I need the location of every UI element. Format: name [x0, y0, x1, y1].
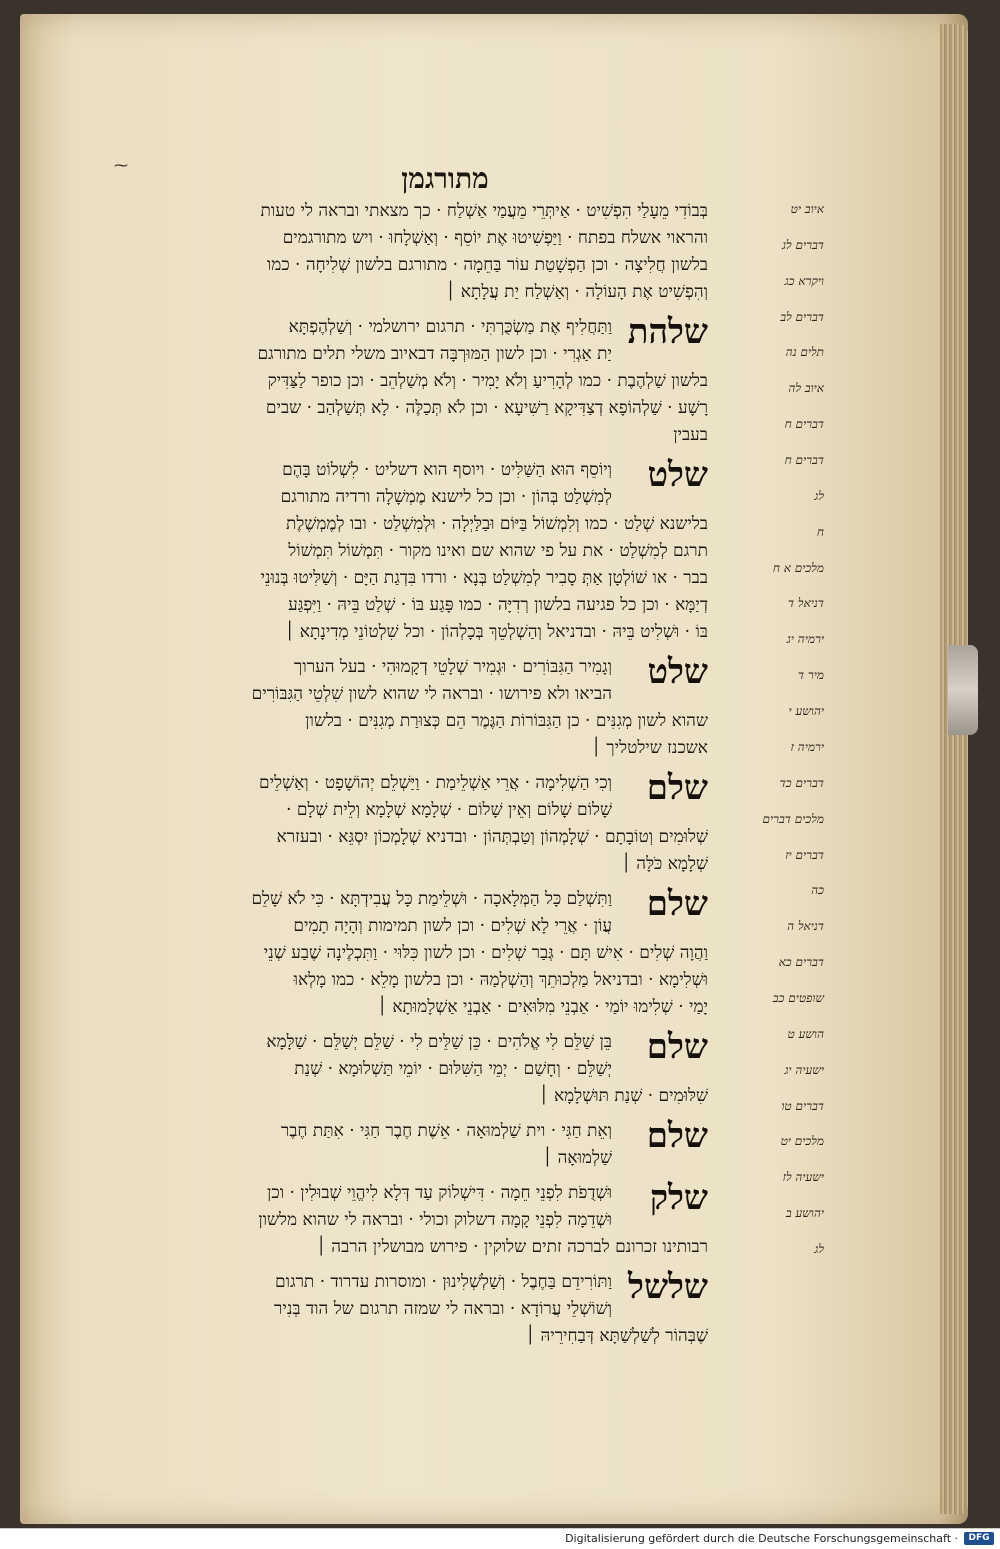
dictionary-entry — [106, 314, 708, 449]
entry-headword: שלק — [649, 1178, 708, 1218]
text-line: בעבין — [673, 425, 708, 445]
footer-bar — [0, 1528, 1000, 1549]
dictionary-entry — [106, 886, 708, 1021]
text-line: יְשַׁלֵּם · וְחָשַׁם · יְמֵי הַשִּׁלּוּם · יוֹמֵי תַּשְׁלוּמָא · שְׁנַת — [294, 1059, 612, 1079]
book-clasp — [948, 645, 978, 735]
text-line: בבר · או שׁוֹלְטָן אַתְּ סָבִיר לְמִשְׁלַט בְּנָא · ורדו בִּדְגַת הַיָּם · וְשַׁלִּיטוּ בְּנוּנֵי — [260, 568, 708, 588]
margin-reference: לג — [814, 1242, 824, 1256]
text-line: וּשְׁלִימָא · ובדניאל מַלְכוּתֵךְ וְהַשְׁלְמַהּ · וכן בלשון מָלֵא · כמו מָלְאוּ — [293, 970, 708, 990]
text-block — [106, 198, 708, 1358]
dictionary-entry — [106, 198, 708, 306]
margin-reference: מיר ד — [797, 668, 824, 682]
entry-headword: שלם — [646, 1116, 708, 1156]
text-line: וְאֵת חַגִּי · וית שַׁלְמוּאָה · אֵשֶׁת חֶבֶר חַגִּי · אִתַּת חֶבֶר — [280, 1121, 612, 1141]
margin-reference: דברים יז — [785, 848, 824, 862]
text-line: וְיוֹסֵף הוּא הַשַּׁלִּיט · ויוסף הוא דשליט · לִשְׁלוֹט בָּהֶם — [282, 460, 612, 480]
text-line: דְיַמָּא · וכן כל פגיעה בלשון רְדִיָּה · כמו פָּגַע בּוֹ · שְׁלַט בֵּיהּ · וַיִּפְגַּע — [288, 595, 708, 615]
margin-reference: ויקרא כג — [784, 274, 824, 288]
text-line: וַתַּחֲלִיף אֶת מַשְׂכֻּרְתִּי · תרגום ירושלמי · וְשַׁלְהֶפְתָּא — [288, 317, 612, 337]
text-line: יַת אַגְרִי · וכן לשון הַמּוּרְבָּה דבאיוב משלי תלים מתורגם — [257, 344, 612, 364]
dictionary-entry — [106, 1029, 708, 1110]
text-line: שָׁלוֹם שָׁלוֹם וְאֵין שָׁלוֹם · שְׁלָמָא שְׁלָמָא וְלֵית שְׁלָם · — [286, 800, 612, 820]
margin-reference: ח — [816, 525, 824, 539]
margin-reference: דברים לג — [782, 238, 824, 252]
text-line: שֶׁבְּהוֹר לְשַׁלְשַׁתָּא דְּבַחִירֵיהּ ׀ — [525, 1326, 708, 1346]
entry-headword: שלשל — [628, 1267, 708, 1307]
margin-reference: שופטים כב — [772, 991, 824, 1005]
text-line: וּשְׁדֵמָה לִפְנֵי קָמָה דשלוק וכולי · ובראה לי שהוא מלשון — [258, 1210, 612, 1230]
dictionary-entry — [106, 1118, 708, 1172]
margin-reference: דברים ח — [784, 453, 824, 467]
entry-headword: שלט — [647, 652, 708, 692]
page-edge — [940, 24, 968, 1514]
dictionary-entry — [106, 1180, 708, 1261]
ornament-mark: ⁓ — [114, 158, 128, 174]
entry-headword: שלם — [646, 884, 708, 924]
dictionary-entry — [106, 770, 708, 878]
text-line: אשכנז שילטליך ׀ — [591, 738, 708, 758]
text-line: שַׁלְמוּאָה ׀ — [542, 1148, 612, 1168]
text-line: בְּבוֹדִי מֵעָלַי הִפְשִׁיט · אַיתְּרֵי מֵעֲמַי אַשְׁלַח · כך מצאתי ובראה לי טעות — [260, 201, 708, 221]
text-line: רבותינו זכרונם לברכה זתים שלוקין · פירוש מבושלין הרבה ׀ — [316, 1237, 708, 1257]
text-line: שִׁלּוּמִים · שְׁנַת תּוּשְׁלָמָא ׀ — [539, 1086, 708, 1106]
dictionary-entry — [106, 1269, 708, 1350]
text-line: בלשון שַׁלְהֶבֶת · כמו לְהָרִיעַ וְלֹא יָמִיר · וְלֹא מְשַׁלְהֵב · וכן כופר לַצַּדִּיק — [267, 371, 708, 391]
margin-reference: ירמיה ז — [790, 740, 824, 754]
entry-headword: שלם — [646, 1027, 708, 1067]
text-line: לְמִשְׁלַט בְּהוֹן · וכן כל לישנא מֶמְשָׁלָה ורדיה מתורגם — [280, 487, 612, 507]
entry-headword: שלהת — [627, 312, 708, 352]
text-line: שְׁלוּמִים וְטוֹבָתָם · שְׁלָמְהוֹן וְטַבְתְּהוֹן · ובדניא שְׁלָמְכוֹן יִסְגֵּא · ובעזרא — [276, 827, 708, 847]
margin-reference: דניאל ד — [787, 596, 824, 610]
text-line: בלישנא שְׁלַט · כמו וְלִמְשׁוֹל בַּיּוֹם וּבַלַּיְלָה · וּלְמִשְׁלַט · ובו לְמֶמְשֶׁלֶת — [285, 514, 708, 534]
text-line: שְׁלָמָא כֹּלָּה ׀ — [621, 854, 708, 874]
text-line: יָמַי · שְׁלִימוּ יוֹמַי · אַבְנֵי מִלּוּאִים · אַבְנֵי אַשְׁלָמוּתָא ׀ — [377, 997, 708, 1017]
text-line: וַתִּשְׁלַם כָּל הַמְּלָאכָה · וּשְׁלֵימַת כָּל עֲבִידְתָּא · כִּי לֹא שָׁלֵם — [251, 889, 612, 909]
margin-reference: הושע ט — [787, 1027, 824, 1041]
text-line: בֵּן שַׁלֵּם לִי אֱלֹהִים · כֵּן שַׁלֵּים לִי · שַׁלֵּם יְשַׁלֵּם · שַׁלָּמָא — [266, 1032, 612, 1052]
margin-reference: לג — [814, 489, 824, 503]
text-line: והראוי אשלח בפתח · וַיַּפְשִׁיטוּ אֶת יוֹסֵף · וְאַשְׁלָחוּ · ויש מתורגמים — [282, 228, 708, 248]
entry-headword: שלט — [647, 455, 708, 495]
text-line: וְכִי הַשְׁלִימָה · אֲרֵי אַשְׁלֵימַת · וַיַּשְׁלֵם יְהוֹשָׁפָט · וְאַשְׁלֵים — [259, 773, 612, 793]
margin-reference: מלכים א ח — [772, 561, 824, 575]
margin-reference: ישעיה לז — [782, 1170, 824, 1184]
margin-reference: דברים טו — [781, 1099, 824, 1113]
text-line: וְשׁוֹשְׁלֵי עֲרוֹדָא · ובראה לי שמזה תרגום של הוד בְּנִיר — [274, 1299, 612, 1319]
margin-reference: איוב לה — [788, 381, 824, 395]
text-line: בּוֹ · וּשְׁלִיט בֵּיהּ · ובדניאל וְהַשְׁלְטֵךְ בְּכָלְהוֹן · וכל שִׁלְטוֹנֵי מְדִינָתָא ׀ — [284, 622, 708, 642]
margin-reference: תלים נה — [785, 345, 824, 359]
margin-reference: מלכים יט — [780, 1134, 824, 1148]
margin-reference: מלכים דברים — [762, 812, 824, 826]
text-line: רָשָׁע · שַׁלְהוֹפָא דְצַדִּיקָא רַשִּׁיעָא · וכן לֹא תְּכַלֶּה · לָא תְּשַׁלְהַב · שבים — [265, 398, 708, 418]
margin-reference: איוב יט — [790, 202, 824, 216]
margin-reference: ישעיה יג — [784, 1063, 824, 1077]
dictionary-entry — [106, 654, 708, 762]
margin-reference: יהושע י — [788, 704, 824, 718]
text-line: וַתּוֹרִידֵם בַּחֶבֶל · וְשַׁלְשְׁלִינוּן · ומוסרות עדרוד · תרגום — [275, 1272, 612, 1292]
margin-reference: דברים לב — [780, 310, 824, 324]
margin-reference: יהושע ב — [785, 1206, 824, 1220]
text-line: וַהֲוָה שְׁלִים · אִישׁ תָּם · גְּבַר שְׁלִים · וכן לשון כִּלּוּי · וַתִּכְלֶינָה שֶׁבַע שְׁנֵי — [263, 943, 708, 963]
text-line: עֲוֹן · אֲרֵי לָא שְׁלִים · וכן לשון תמימות וְהָיָה תָמִים — [293, 916, 612, 936]
text-line: בלשון חֲלִיצָה · וכן הַפְשָׁטַת עוֹר בַּחֵמָה · מתורגם בלשון שְׁלִיחָה · כמו — [266, 255, 708, 275]
dictionary-entry — [106, 457, 708, 646]
footer-credit: Digitalisierung gefördert durch die Deutsche Forschungsgemeinschaft · — [565, 1532, 958, 1545]
margin-reference: דברים כא — [778, 955, 824, 969]
text-line: שהוא לשון מְגִנִּים · כן הַגִּבּוֹרוֹת הַגֶּמֶר הֵם כְּצוּרַת מְגִנִּים · בלשון — [305, 711, 708, 731]
margin-reference: דברים כד — [779, 776, 824, 790]
margin-reference: ירמיה יג — [786, 632, 824, 646]
text-line: תרגם לְמִשְׁלַט · את על פי שהוא שם ואינו מקור · תִּמְשׁוֹל תִּמְשׁוֹל — [288, 541, 708, 561]
text-line: וּשְׁדֻפֹת לִפְנֵי חֵמָה · דִּישְׁלוֹק עַד דְּלָא לִיהֱוֵי שְׁבוּלִין · וכן — [267, 1183, 612, 1203]
text-line: וְהִפְשִׁיט אֶת הָעוֹלָה · וְאַשְׁלַח יַת עֲלָתָא ׀ — [445, 282, 708, 302]
entry-headword: שלם — [646, 768, 708, 808]
margin-reference: דניאל ה — [787, 919, 824, 933]
margin-reference: דברים ח — [784, 417, 824, 431]
text-line: וְגָמִיר הַגִּבּוֹרִים · וּגְמִיר שְׁלָטֵי דְקָמוּהִי · בעל הערוך — [294, 657, 612, 677]
dfg-logo: DFG — [964, 1532, 994, 1545]
running-head: מתורגמן — [401, 162, 489, 195]
margin-reference: כה — [811, 883, 824, 897]
text-line: הביאו ולא פירושו · ובראה לי שהוא לשון שִׁלְטֵי הַגִּבּוֹרִים — [251, 684, 612, 704]
